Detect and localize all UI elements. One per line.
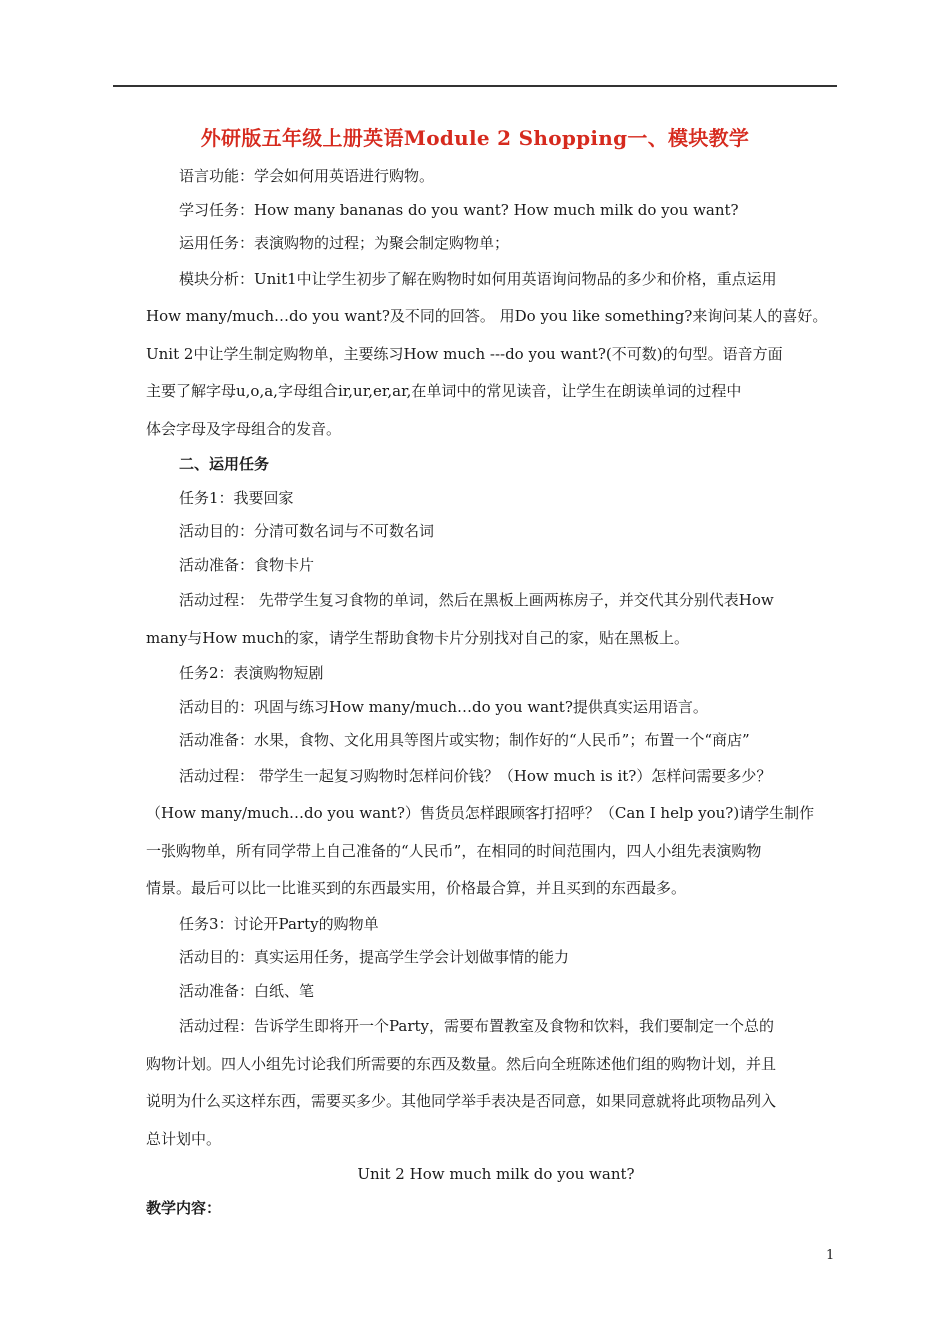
task-1-title: 任务1：我要回家 — [179, 488, 294, 507]
paragraph-line: 一张购物单，所有同学带上自己准备的“人民币”，在相同的时间范围内，四人小组先表演购物 — [146, 841, 762, 860]
task-3-goal: 活动目的：真实运用任务，提高学生学会计划做事情的能力 — [179, 948, 570, 966]
paragraph-line: How many/much…do you want?及不同的回答。 用Do you like something?来询问某人的喜好。 — [146, 307, 828, 325]
task-1-goal: 活动目的：分清可数名词与不可数名词 — [179, 522, 435, 540]
paragraph-line: 情景。最后可以比一比谁买到的东西最实用，价格最合算，并且买到的东西最多。 — [146, 879, 687, 897]
applied-task: 运用任务：表演购物的过程；为聚会制定购物单； — [179, 234, 510, 252]
paragraph-line: 模块分析：Unit1中让学生初步了解在购物时如何用英语询问物品的多少和价格，重点运用 — [179, 269, 777, 288]
paragraph-line: （How many/much…do you want?）售货员怎样跟顾客打招呼？（Can I help you?)请学生制作 — [146, 804, 815, 822]
document-body — [146, 160, 846, 1225]
paragraph-line: 总计划中。 — [146, 1129, 222, 1148]
task-1-prep: 活动准备：食物卡片 — [179, 555, 315, 574]
task-3-process — [146, 1008, 846, 1158]
paragraph-line: 活动过程： 先带学生复习食物的单词，然后在黑板上画两栋房子，并交代其分别代表How — [179, 591, 774, 609]
header-rule — [113, 85, 837, 87]
section-heading: 二、运用任务 — [179, 455, 270, 473]
page-number: 1 — [826, 1248, 835, 1263]
paragraph-line: 说明为什么买这样东西，需要买多少。其他同学举手表决是否同意，如果同意就将此项物品列入 — [146, 1092, 777, 1110]
paragraph-line: many与How much的家，请学生帮助食物卡片分别找对自己的家，贴在黑板上。 — [146, 628, 689, 647]
language-function: 语言功能：学会如何用英语进行购物。 — [179, 167, 435, 185]
document-title: 外研版五年级上册英语Module 2 Shopping一、模块教学 — [200, 126, 750, 150]
task-3-title: 任务3：讨论开Party的购物单 — [179, 914, 379, 933]
paragraph-line: 活动过程：告诉学生即将开一个Party，需要布置教室及食物和饮料，我们要制定一个总的 — [179, 1017, 775, 1035]
unit-2-heading: Unit 2 How much milk do you want? — [357, 1165, 635, 1183]
paragraph-line: 活动过程： 带学生一起复习购物时怎样问价钱？（How much is it?）怎样问需要多少？ — [179, 766, 772, 785]
paragraph-line: 购物计划。四人小组先讨论我们所需要的东西及数量。然后向全班陈述他们组的购物计划，并且 — [146, 1054, 777, 1073]
task-2-title: 任务2：表演购物短剧 — [179, 664, 324, 682]
module-analysis — [146, 261, 846, 449]
paragraph-line: Unit 2中让学生制定购物单，主要练习How much ---do you want?(不可数)的句型。语音方面 — [146, 344, 783, 363]
paragraph-line: 体会字母及字母组合的发音。 — [146, 419, 342, 438]
task-2-goal: 活动目的：巩固与练习How many/much…do you want?提供真实运用语言。 — [179, 697, 708, 716]
task-2-process — [146, 758, 846, 908]
task-3-prep: 活动准备：白纸、笔 — [179, 981, 315, 1000]
teaching-content-label: 教学内容： — [146, 1198, 222, 1217]
paragraph-line: 主要了解字母u,o,a,字母组合ir,ur,er,ar,在单词中的常见读音，让学生在朗读单词的过程中 — [146, 382, 742, 400]
task-1-process — [146, 582, 846, 657]
learning-task: 学习任务：How many bananas do you want? How much milk do you want? — [179, 200, 739, 219]
task-2-prep: 活动准备：水果，食物、文化用具等图片或实物；制作好的“人民币”；布置一个“商店” — [179, 731, 750, 749]
